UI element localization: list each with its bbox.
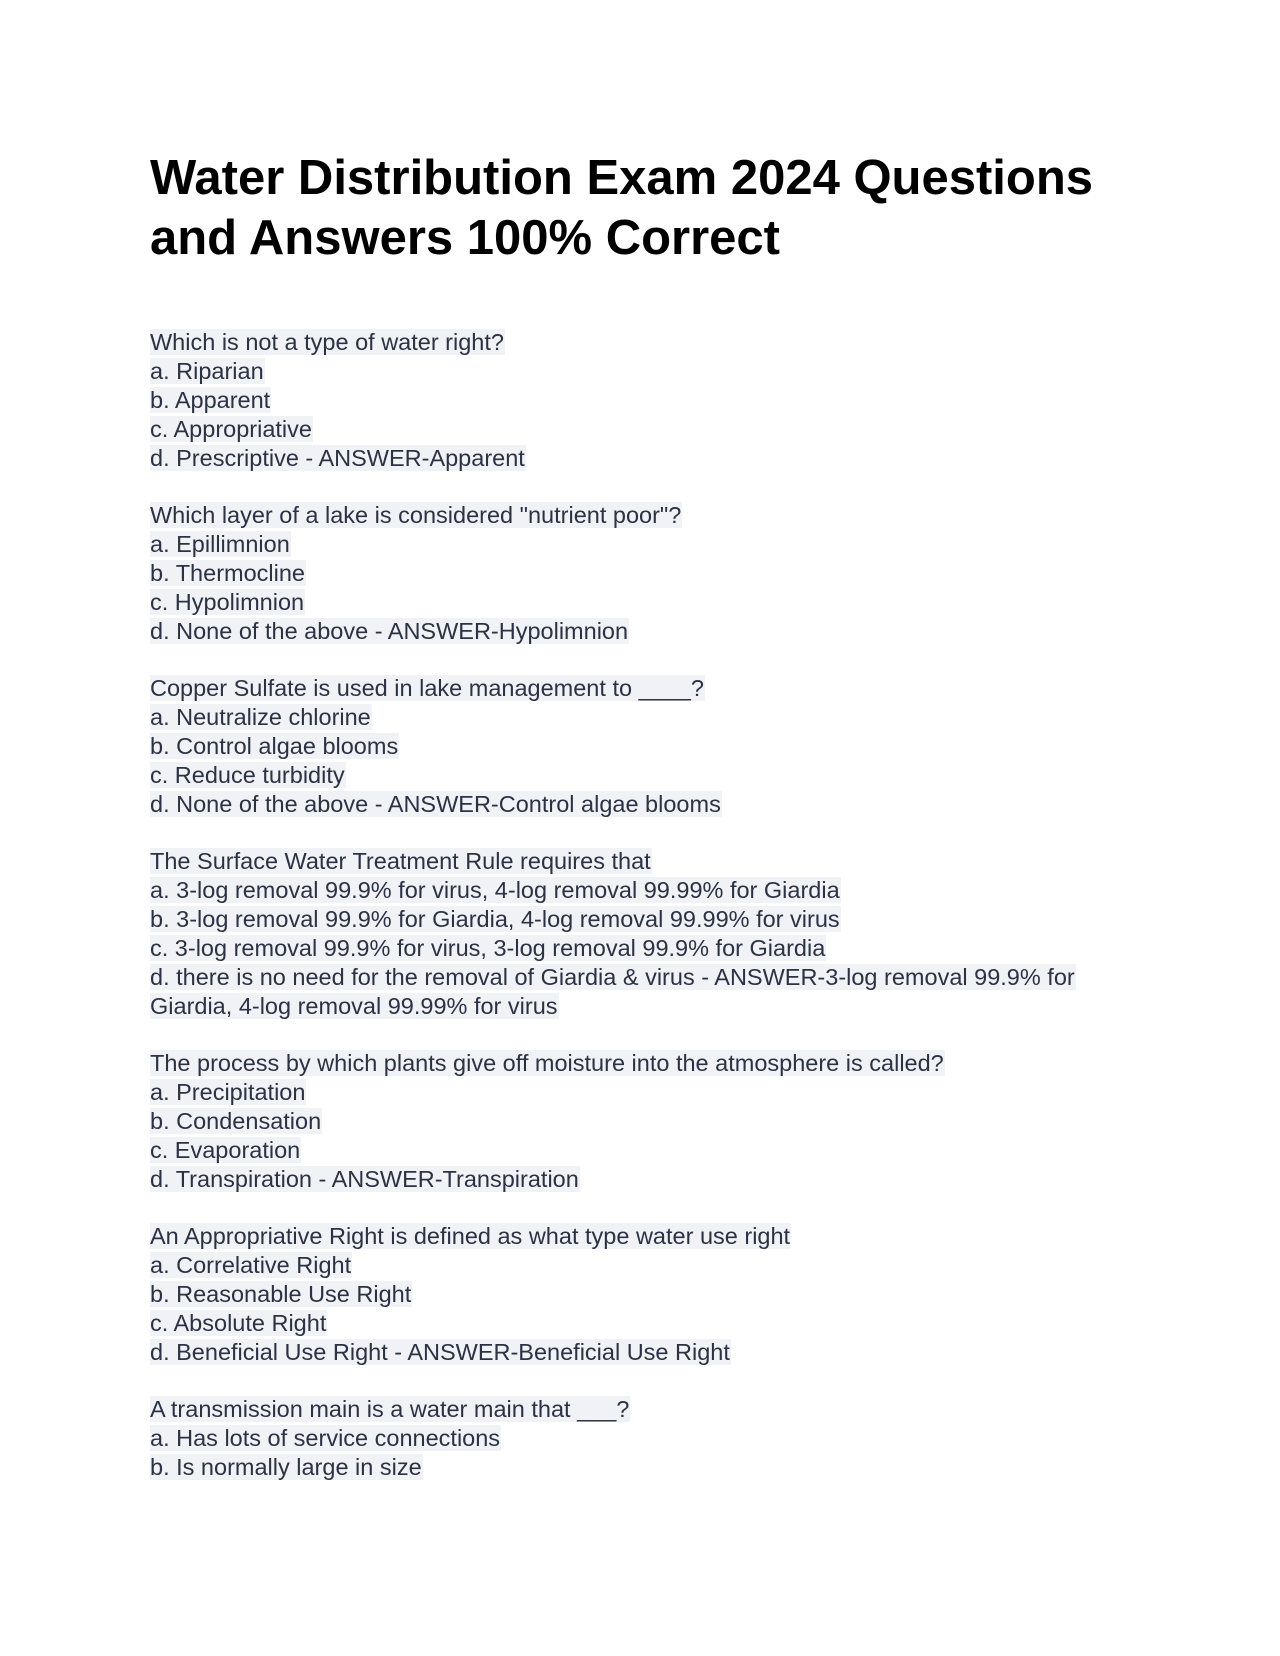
question-text: The Surface Water Treatment Rule requires that [150, 848, 651, 874]
answer-option: a. Riparian [150, 358, 264, 384]
answer-option: a. Has lots of service connections [150, 1425, 501, 1451]
answer-option: b. Apparent [150, 387, 271, 413]
answer-option: b. Control algae blooms [150, 733, 399, 759]
answer-option: d. None of the above - ANSWER-Control algae blooms [150, 791, 721, 817]
answer-option: c. Reduce turbidity [150, 762, 345, 788]
question-block [150, 1222, 1130, 1367]
answer-option: d. Beneficial Use Right - ANSWER-Beneficial Use Right [150, 1339, 730, 1365]
question-block [150, 501, 1130, 646]
question-text: Which is not a type of water right? [150, 329, 504, 355]
question-block [150, 1049, 1130, 1194]
question-block [150, 674, 1130, 819]
answer-option: a. 3-log removal 99.9% for virus, 4-log removal 99.99% for Giardia [150, 877, 840, 903]
answer-option: c. Evaporation [150, 1137, 301, 1163]
answer-option: a. Correlative Right [150, 1252, 352, 1278]
answer-option: d. None of the above - ANSWER-Hypolimnion [150, 618, 629, 644]
answer-option: b. Thermocline [150, 560, 305, 586]
question-block [150, 328, 1130, 473]
question-block [150, 847, 1130, 1021]
answer-option: c. Absolute Right [150, 1310, 327, 1336]
answer-option: b. Condensation [150, 1108, 322, 1134]
document-title: Water Distribution Exam 2024 Questions and Answers 100% Correct [150, 151, 1094, 265]
questions-list [150, 328, 1130, 1482]
answer-option: b. 3-log removal 99.9% for Giardia, 4-log removal 99.99% for virus [150, 906, 840, 932]
question-text: Copper Sulfate is used in lake management to ____? [150, 675, 704, 701]
answer-option: d. there is no need for the removal of Giardia & virus - ANSWER-3-log removal 99.9% for Giardia, 4-log removal 99.99% for virus [150, 964, 1075, 1019]
answer-option: c. Hypolimnion [150, 589, 305, 615]
document-page [150, 148, 1130, 1510]
answer-option: c. 3-log removal 99.9% for virus, 3-log removal 99.9% for Giardia [150, 935, 826, 961]
answer-option: a. Precipitation [150, 1079, 306, 1105]
answer-option: a. Epillimnion [150, 531, 290, 557]
question-text: An Appropriative Right is defined as what type water use right [150, 1223, 791, 1249]
answer-option: d. Transpiration - ANSWER-Transpiration [150, 1166, 579, 1192]
answer-option: c. Appropriative [150, 416, 312, 442]
answer-option: b. Reasonable Use Right [150, 1281, 412, 1307]
answer-option: a. Neutralize chlorine [150, 704, 371, 730]
question-text: A transmission main is a water main that ___? [150, 1396, 630, 1422]
question-block [150, 1395, 1130, 1482]
question-text: Which layer of a lake is considered "nutrient poor"? [150, 502, 682, 528]
question-text: The process by which plants give off moisture into the atmosphere is called? [150, 1050, 944, 1076]
answer-option: d. Prescriptive - ANSWER-Apparent [150, 445, 525, 471]
answer-option: b. Is normally large in size [150, 1454, 422, 1480]
